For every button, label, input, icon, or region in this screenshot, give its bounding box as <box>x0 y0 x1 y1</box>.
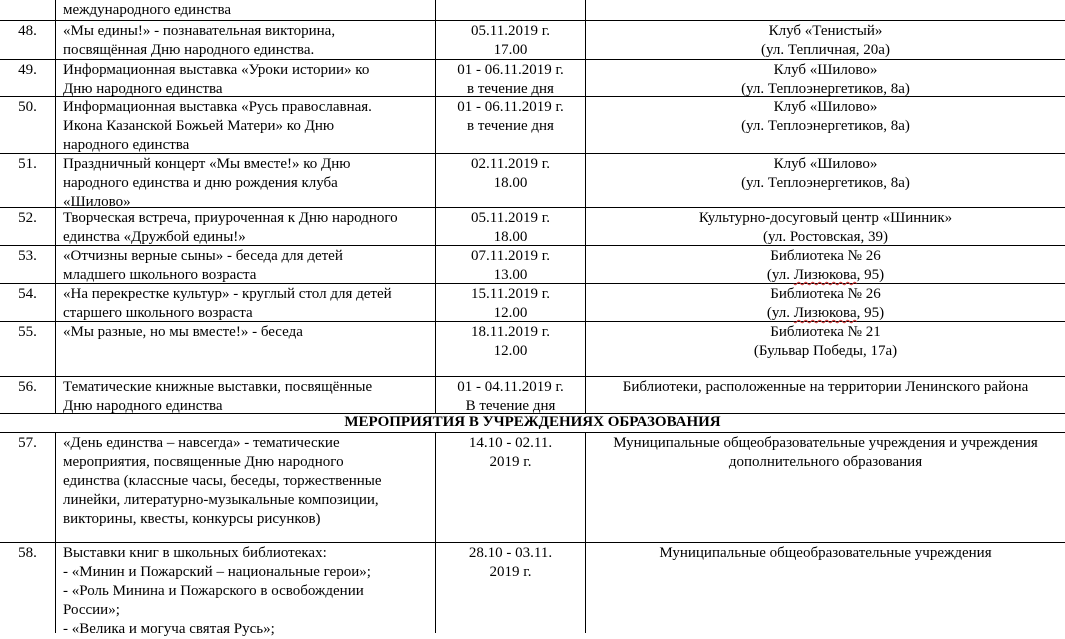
event-venue <box>586 98 1065 136</box>
event-line: Информационная выставка «Русь православная. <box>63 99 372 115</box>
row-number: 48. <box>18 23 37 39</box>
event-description <box>63 22 335 60</box>
event-date-time <box>437 285 584 323</box>
event-line: «Мы разные, но мы вместе!» - беседа <box>63 324 303 340</box>
date-line: в течение дня <box>467 81 554 97</box>
event-line: Творческая встреча, приуроченная к Дню народного <box>63 210 398 226</box>
date-line: 18.11.2019 г. <box>471 324 550 340</box>
event-line: мероприятия, посвященные Дню народного <box>63 454 344 470</box>
event-date-time <box>437 247 584 285</box>
event-line: единства «Дружбой едины!» <box>63 229 246 245</box>
event-venue <box>586 323 1065 361</box>
place-line: Муниципальные общеобразовательные учреждения и учреждения <box>613 435 1038 451</box>
date-line: 2019 г. <box>489 564 532 580</box>
event-description <box>63 285 392 323</box>
row-number: 55. <box>18 324 37 340</box>
date-line: 14.10 - 02.11. <box>468 435 553 451</box>
date-line: 07.11.2019 г. <box>471 248 550 264</box>
event-description <box>63 155 350 212</box>
place-line: Муниципальные общеобразовательные учреждения <box>659 545 992 561</box>
table-rule-horizontal <box>0 376 1065 377</box>
date-line: 12.00 <box>493 305 528 321</box>
event-line: Информационная выставка «Уроки истории» ко <box>63 62 370 78</box>
event-line: викторины, квесты, конкурсы рисунков) <box>63 511 321 527</box>
event-text-continuation <box>63 1 231 20</box>
place-line: Библиотека № 26 <box>770 248 881 264</box>
date-line: 15.11.2019 г. <box>471 286 550 302</box>
event-date-time <box>437 434 584 472</box>
date-line: 05.11.2019 г. <box>471 23 550 39</box>
row-number: 52. <box>18 210 37 226</box>
event-date-time <box>437 155 584 193</box>
event-line: «Шилово» <box>63 194 131 210</box>
event-description <box>63 61 369 99</box>
place-line: Культурно-досуговый центр «Шинник» <box>698 210 953 226</box>
event-venue <box>586 209 1065 247</box>
place-line: Клуб «Тенистый» <box>768 23 883 39</box>
table-rule-vertical <box>55 0 56 413</box>
event-line: младшего школьного возраста <box>63 267 257 283</box>
event-line: - «Велика и могуча святая Русь»; <box>63 621 275 637</box>
event-line: - «Роль Минина и Пожарского в освобождении <box>63 583 364 599</box>
table-rule-horizontal <box>0 20 1065 21</box>
event-line: России»; <box>63 602 120 618</box>
event-date-time <box>437 378 584 416</box>
date-line: 18.00 <box>493 175 528 191</box>
table-rule-horizontal <box>0 432 1065 433</box>
event-date-time <box>437 544 584 582</box>
place-line: Клуб «Шилово» <box>773 156 878 172</box>
row-number: 58. <box>18 545 37 561</box>
date-line: 05.11.2019 г. <box>471 210 550 226</box>
date-line: 01 - 06.11.2019 г. <box>457 99 564 115</box>
place-line: Клуб «Шилово» <box>773 99 878 115</box>
event-line: Выставки книг в школьных библиотеках: <box>63 545 327 561</box>
spellcheck-underline: Лизюкова <box>793 267 857 283</box>
event-venue <box>586 544 1065 563</box>
date-line: В течение дня <box>465 398 556 414</box>
event-date-time <box>437 323 584 361</box>
top_continuation-line: международного единства <box>63 2 231 18</box>
event-line: Тематические книжные выставки, посвящённые <box>63 379 373 395</box>
date-line: 12.00 <box>493 343 528 359</box>
event-venue <box>586 285 1065 323</box>
event-venue <box>586 247 1065 285</box>
event-venue <box>586 22 1065 60</box>
event-date-time <box>437 22 584 60</box>
table-rule-vertical <box>435 432 436 633</box>
place-line: (ул. Ростовская, 39) <box>763 229 888 245</box>
event-line: линейки, литературно-музыкальные композиции, <box>63 492 379 508</box>
event-description <box>63 247 343 285</box>
event-line: «На перекрестке культур» - круглый стол для детей <box>63 286 392 302</box>
date-line: 01 - 04.11.2019 г. <box>457 379 564 395</box>
place-line: (ул. Лизюкова, 95) <box>766 305 885 321</box>
event-description <box>63 98 372 155</box>
place-line: (ул. Лизюкова, 95) <box>766 267 885 283</box>
date-line: в течение дня <box>467 118 554 134</box>
row-number: 56. <box>18 379 37 395</box>
event-line: Дню народного единства <box>63 398 223 414</box>
event-venue <box>586 61 1065 99</box>
event-description <box>63 209 398 247</box>
date-line: 13.00 <box>493 267 528 283</box>
event-venue <box>586 155 1065 193</box>
place-line: Библиотека № 21 <box>770 324 881 340</box>
place-line: Клуб «Шилово» <box>773 62 878 78</box>
event-line: старшего школьного возраста <box>63 305 253 321</box>
table-rule-vertical <box>55 432 56 633</box>
event-line: народного единства и дню рождения клуба <box>63 175 338 191</box>
date-line: 18.00 <box>493 229 528 245</box>
event-date-time <box>437 61 584 99</box>
place-line: Библиотеки, расположенные на территории Ленинского района <box>622 379 1029 395</box>
table-rule-horizontal <box>0 542 1065 543</box>
event-line: народного единства <box>63 137 190 153</box>
place-line: (ул. Теплоэнергетиков, 8а) <box>741 81 910 97</box>
place-line: Библиотека № 26 <box>770 286 881 302</box>
event-date-time <box>437 209 584 247</box>
event-line: Праздничный концерт «Мы вместе!» ко Дню <box>63 156 351 172</box>
event-description <box>63 434 382 529</box>
place-line: (ул. Тепличная, 20а) <box>761 42 890 58</box>
table-rule-vertical <box>435 0 436 413</box>
event-description <box>63 544 371 639</box>
spellcheck-underline: Лизюкова <box>793 305 857 321</box>
event-venue <box>586 434 1065 472</box>
event-date-time <box>437 98 584 136</box>
event-venue <box>586 378 1065 397</box>
event-line: «День единства – навсегда» - тематические <box>63 435 340 451</box>
event-description <box>63 378 372 416</box>
place-line: (ул. Теплоэнергетиков, 8а) <box>741 118 910 134</box>
place-line: (ул. Теплоэнергетиков, 8а) <box>741 175 910 191</box>
date-line: 01 - 06.11.2019 г. <box>457 62 564 78</box>
row-number: 50. <box>18 99 37 115</box>
row-number: 51. <box>18 156 37 172</box>
date-line: 02.11.2019 г. <box>471 156 550 172</box>
event-line: единства (классные часы, беседы, торжественные <box>63 473 382 489</box>
event-line: посвящённая Дню народного единства. <box>63 42 315 58</box>
event-line: Икона Казанской Божьей Матери» ко Дню <box>63 118 335 134</box>
event-line: - «Минин и Пожарский – национальные герои»; <box>63 564 371 580</box>
place-line: дополнительного образования <box>728 454 923 470</box>
event-line: «Мы едины!» - познавательная викторина, <box>63 23 336 39</box>
date-line: 17.00 <box>493 42 528 58</box>
date-line: 28.10 - 03.11. <box>468 545 553 561</box>
event-line: Дню народного единства <box>63 81 223 97</box>
date-line: 2019 г. <box>489 454 532 470</box>
row-number: 57. <box>18 435 37 451</box>
place-line: (Бульвар Победы, 17а) <box>753 343 898 359</box>
event-description <box>63 323 303 342</box>
row-number: 53. <box>18 248 37 264</box>
row-number: 54. <box>18 286 37 302</box>
event-line: «Отчизны верные сыны» - беседа для детей <box>63 248 343 264</box>
row-number: 49. <box>18 62 37 78</box>
section-title: МЕРОПРИЯТИЯ В УЧРЕЖДЕНИЯХ ОБРАЗОВАНИЯ <box>344 414 721 430</box>
